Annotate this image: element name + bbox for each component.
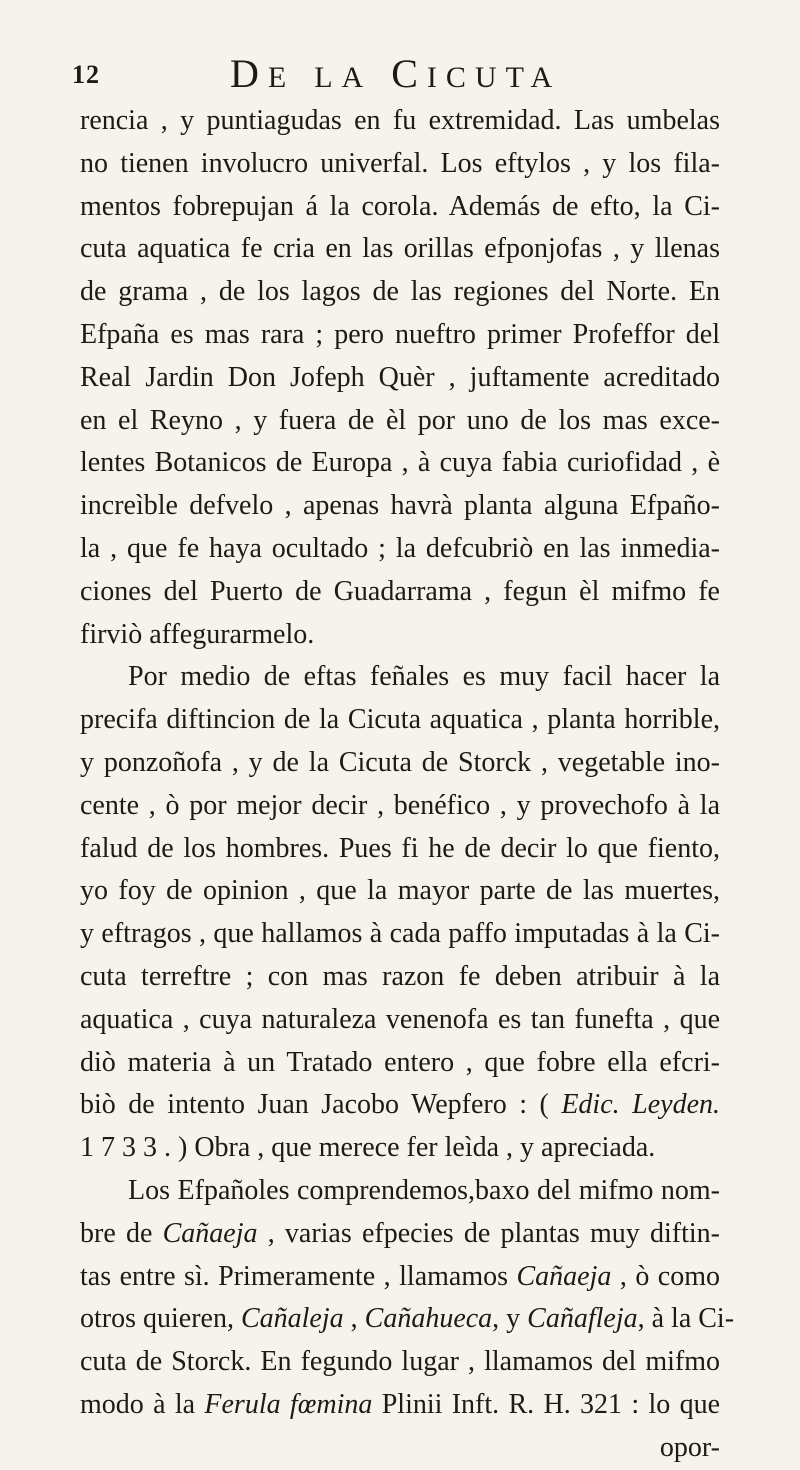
text-segment: Plinii Inft. R. H. 321 : lo que xyxy=(372,1388,720,1420)
text-segment: bre de xyxy=(80,1217,163,1249)
running-head-rest: ICUTA xyxy=(426,61,562,94)
text-segment: Los Efpañoles comprendemos,baxo del mifmo nom- xyxy=(128,1174,720,1206)
running-head xyxy=(230,50,561,97)
text-line xyxy=(80,143,720,186)
text-segment: ciones del Puerto de Guadarrama , fegun èl mifmo fe xyxy=(80,575,720,607)
text-segment: opor- xyxy=(659,1431,720,1463)
text-segment: tas entre sì. Primeramente , llamamos xyxy=(80,1260,517,1292)
text-segment: , à la Ci- xyxy=(637,1303,735,1335)
text-line xyxy=(80,100,720,143)
running-head-letter: E xyxy=(267,61,296,94)
italic-text: Cañaeja xyxy=(162,1217,258,1249)
text-segment: increìble defvelo , apenas havrà planta alguna Efpaño- xyxy=(80,490,720,522)
text-segment: cuta de Storck. En fegundo lugar , llamamos del mifmo xyxy=(80,1346,720,1378)
text-segment: firviò affegurarmelo. xyxy=(80,618,315,650)
text-line xyxy=(80,357,720,400)
italic-text: Cañafleja xyxy=(527,1303,638,1335)
running-head-letter: D xyxy=(230,51,268,96)
text-line xyxy=(80,1384,720,1427)
text-line xyxy=(80,186,720,229)
text-segment: Real Jardin Don Jofeph Quèr , juftamente acreditado xyxy=(80,361,720,393)
text-segment: mentos fobrepujan á la corola. Además de efto, la Ci- xyxy=(80,190,720,222)
text-line xyxy=(80,1298,735,1341)
text-line xyxy=(80,528,720,571)
text-line xyxy=(80,400,720,443)
italic-text: Cañaeja xyxy=(516,1260,612,1292)
text-segment: , varias efpecies de plantas muy diftin- xyxy=(257,1217,720,1249)
text-segment: Por medio de eftas feñales es muy facil hacer la xyxy=(128,661,720,693)
text-line xyxy=(80,1170,720,1213)
text-segment: falud de los hombres. Pues fi he de decir lo que fiento, xyxy=(80,832,720,864)
body-text xyxy=(80,100,735,1470)
page-number: 12 xyxy=(72,60,100,89)
italic-text: Edic. Leyden. xyxy=(561,1089,720,1121)
text-segment: diò materia à un Tratado entero , que fobre ella efcri- xyxy=(80,1046,720,1078)
text-line xyxy=(80,1127,720,1170)
text-line xyxy=(80,656,720,699)
text-segment: lentes Botanicos de Europa , à cuya fabia curiofidad , è xyxy=(80,447,720,479)
text-segment: precifa diftincion de la Cicuta aquatica , planta horrible, xyxy=(80,704,720,736)
text-segment: cuta aquatica fe cria en las orillas efponjofas , y llenas xyxy=(80,233,720,265)
text-segment: aquatica , cuya naturaleza venenofa es tan funefta , que xyxy=(80,1003,720,1035)
text-segment: modo à la xyxy=(80,1388,205,1420)
text-line xyxy=(80,1256,720,1299)
text-segment: de grama , de los lagos de las regiones del Norte. En xyxy=(80,276,720,308)
running-head-letter: A xyxy=(341,61,373,94)
text-line xyxy=(80,999,720,1042)
text-segment: la , que fe haya ocultado ; la defcubriò en las inmedia- xyxy=(80,532,720,564)
text-line xyxy=(80,870,720,913)
text-line xyxy=(80,442,720,485)
running-head-space xyxy=(372,51,391,96)
text-line xyxy=(80,913,720,956)
text-segment: otros quieren, xyxy=(80,1303,241,1335)
italic-text: Ferula fœmina xyxy=(204,1388,373,1420)
text-line xyxy=(80,956,720,999)
text-line xyxy=(80,571,720,614)
text-segment: , ò como xyxy=(611,1260,720,1292)
text-line xyxy=(80,828,720,871)
text-segment: , y xyxy=(492,1303,528,1335)
text-line xyxy=(80,1042,720,1085)
italic-text: Cañaleja xyxy=(240,1303,344,1335)
text-line xyxy=(80,699,720,742)
text-segment: , xyxy=(343,1303,365,1335)
text-line xyxy=(80,1084,720,1127)
running-head-letter: C xyxy=(391,51,427,96)
text-line xyxy=(80,228,720,271)
text-line xyxy=(80,1213,720,1256)
text-segment: no tienen involucro univerfal. Los eftylos , y los fila- xyxy=(80,147,720,179)
text-segment: Efpaña es mas rara ; pero nueftro primer Profeffor del xyxy=(80,318,720,350)
italic-text: Cañahueca xyxy=(364,1303,493,1335)
text-segment: y ponzoñofa , y de la Cicuta de Storck , vegetable ino- xyxy=(80,746,720,778)
text-line xyxy=(80,614,720,657)
text-segment: en el Reyno , y fuera de èl por uno de los mas exce- xyxy=(80,404,720,436)
text-segment: biò de intento Juan Jacobo Wepfero : ( xyxy=(80,1089,562,1121)
text-line xyxy=(80,314,720,357)
text-line xyxy=(80,742,720,785)
text-segment: 1 7 3 3 . ) Obra , que merece fer leìda , y apreciada. xyxy=(80,1132,656,1164)
text-line xyxy=(80,785,720,828)
text-line xyxy=(80,485,720,528)
text-segment: yo foy de opinion , que la mayor parte de las muertes, xyxy=(80,875,720,907)
text-line xyxy=(80,1427,720,1470)
running-head-space xyxy=(295,51,314,96)
running-head-letter: L xyxy=(314,61,342,94)
text-line xyxy=(80,271,720,314)
text-segment: cente , ò por mejor decir , benéfico , y provechofo à la xyxy=(80,789,720,821)
text-line xyxy=(80,1341,720,1384)
text-segment: rencia , y puntiagudas en fu extremidad. Las umbelas xyxy=(80,105,720,136)
text-segment: cuta terreftre ; con mas razon fe deben atribuir à la xyxy=(80,960,720,992)
text-segment: y eftragos , que hallamos à cada paffo imputadas à la Ci- xyxy=(80,918,720,950)
